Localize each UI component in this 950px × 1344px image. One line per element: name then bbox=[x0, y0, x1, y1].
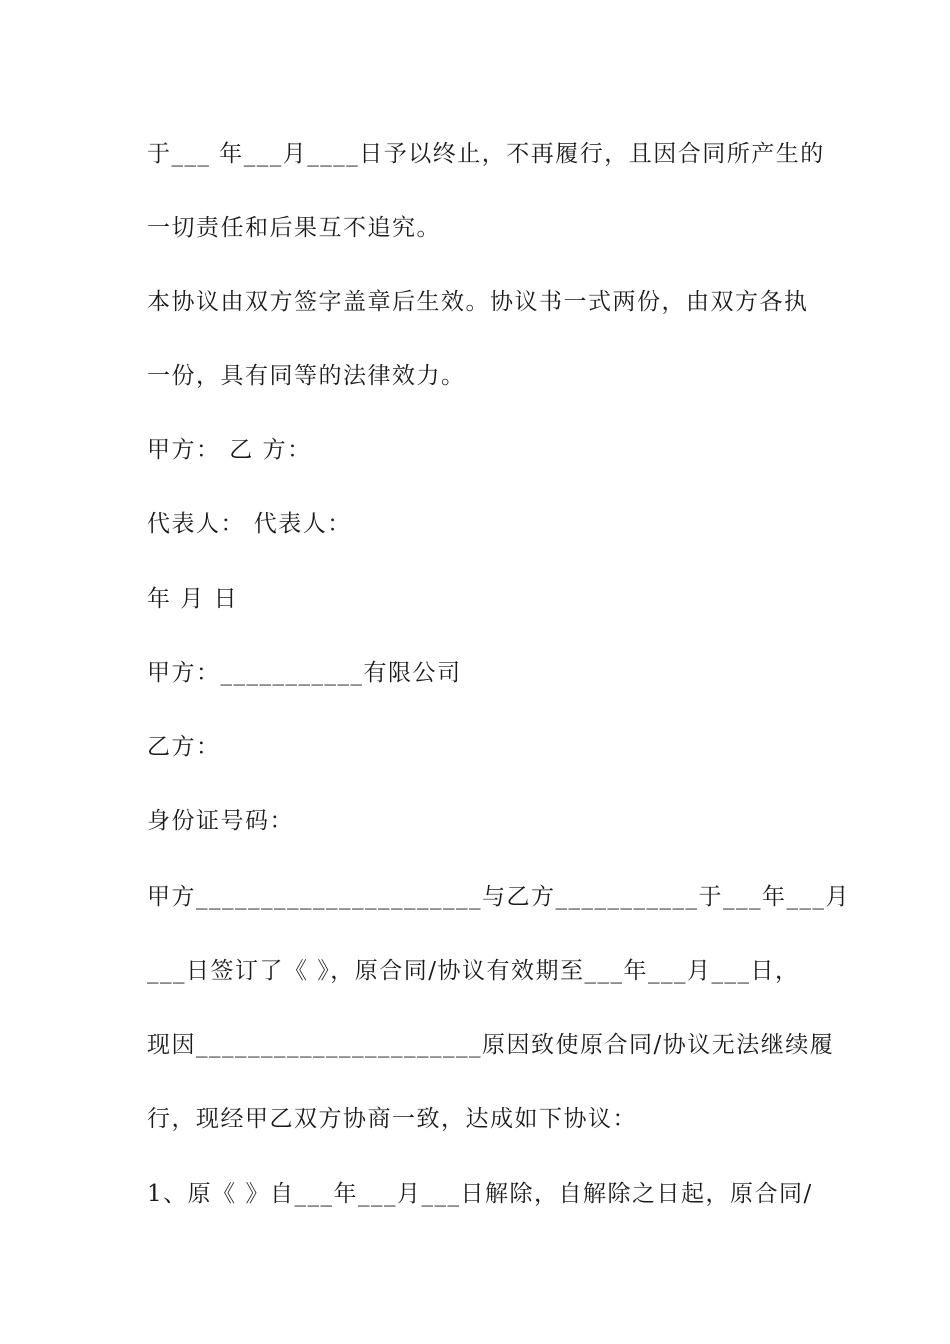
text-line: ___日签订了《 》，原合同/协议有效期至___年___月___日， bbox=[147, 958, 800, 984]
text-line: 本协议由双方签字盖章后生效。协议书一式两份，由双方各执 bbox=[147, 289, 809, 315]
party-b-line: 乙方： bbox=[147, 734, 221, 760]
text-line: 于___ 年___月____日予以终止，不再履行，且因合同所产生的 bbox=[147, 141, 825, 167]
text-line: 现因______________________原因致使原合同/协议无法继续履 bbox=[147, 1032, 835, 1058]
signature-date-line: 年 月 日 bbox=[147, 586, 239, 612]
party-a-line: 甲方：___________有限公司 bbox=[147, 660, 462, 686]
text-line: 行，现经甲乙双方协商一致，达成如下协议： bbox=[147, 1106, 637, 1132]
signature-representative-line: 代表人： 代表人： bbox=[147, 511, 352, 537]
id-number-line: 身份证号码： bbox=[147, 808, 294, 834]
signature-party-line: 甲方： 乙 方： bbox=[147, 437, 312, 463]
text-line: 甲方______________________与乙方___________于___年___月 bbox=[147, 884, 850, 910]
text-line: 一份，具有同等的法律效力。 bbox=[147, 363, 466, 389]
text-line: 一切责任和后果互不追究。 bbox=[147, 215, 441, 241]
clause-1-line: 1、原《 》自___年___月___日解除，自解除之日起，原合同/ bbox=[147, 1181, 813, 1207]
